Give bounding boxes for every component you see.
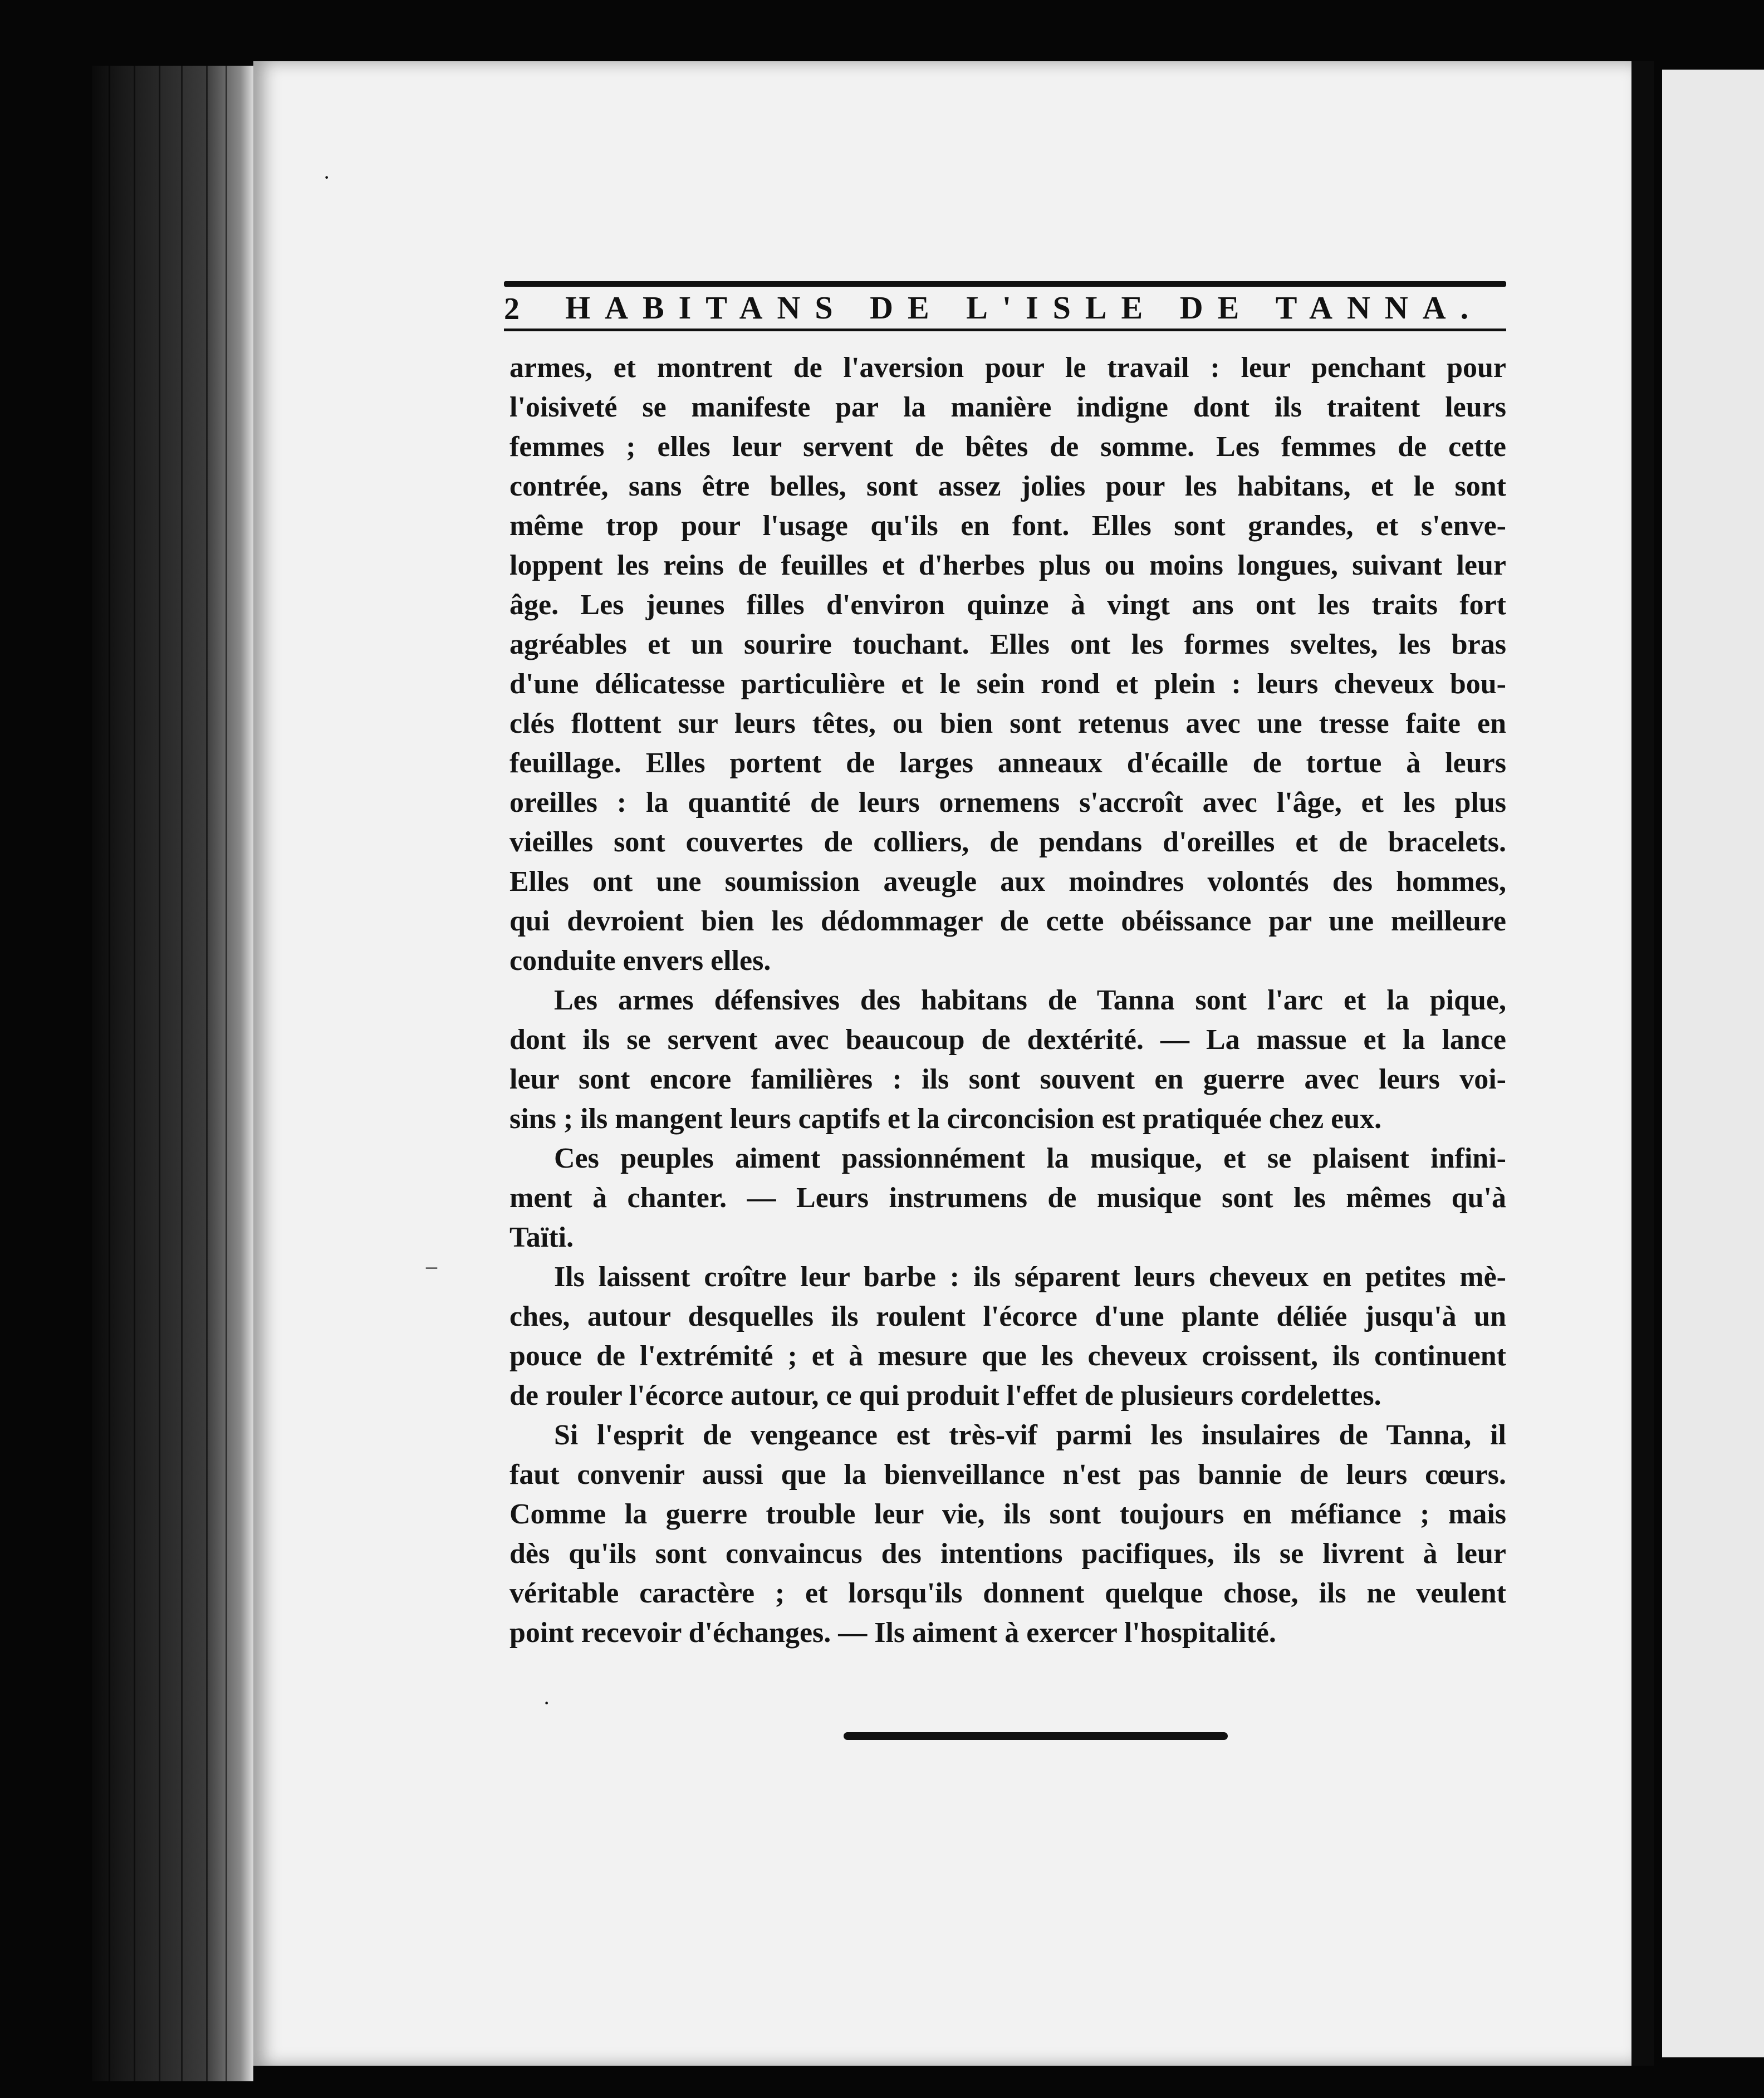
text-line: pouce de l'extrémité ; et à mesure que les cheveux croissent, ils continuent [509, 1340, 1506, 1372]
body-text [509, 348, 1506, 1653]
text-line: Comme la guerre trouble leur vie, ils sont toujours en méfiance ; mais [509, 1498, 1506, 1530]
text-line: Les armes défensives des habitans de Tanna sont l'arc et la pique, [554, 984, 1506, 1016]
text-line: vieilles sont couvertes de colliers, de pendans d'oreilles et de bracelets. [509, 826, 1506, 858]
adjacent-page-edge [1662, 70, 1764, 2057]
text-line: dont ils se servent avec beaucoup de dextérité. — La massue et la lance [509, 1024, 1506, 1056]
text-line: même trop pour l'usage qu'ils en font. Elles sont grandes, et s'enve- [509, 510, 1506, 542]
text-line: armes, et montrent de l'aversion pour le travail : leur penchant pour [509, 352, 1506, 384]
scan-speck: · [543, 1690, 551, 1715]
text-line: Elles ont une soumission aveugle aux moindres volontés des hommes, [509, 866, 1506, 898]
text-line: sins ; ils mangent leurs captifs et la circoncision est pratiquée chez eux. [509, 1103, 1382, 1135]
text-line: l'oisiveté se manifeste par la manière indigne dont ils traitent leurs [509, 391, 1506, 423]
scan-speck: · [323, 165, 331, 190]
text-line: ches, autour desquelles ils roulent l'écorce d'une plante déliée jusqu'à un [509, 1301, 1506, 1332]
text-line: conduite envers elles. [509, 945, 771, 977]
text-line: ment à chanter. — Leurs instrumens de musique sont les mêmes qu'à [509, 1182, 1506, 1214]
book-binding [92, 66, 253, 2081]
text-line: âge. Les jeunes filles d'environ quinze à vingt ans ont les traits fort [509, 589, 1506, 621]
text-line: clés flottent sur leurs têtes, ou bien sont retenus avec une tresse faite en [509, 708, 1506, 739]
text-line: oreilles : la quantité de leurs ornemens s'accroît avec l'âge, et les plus [509, 787, 1506, 818]
text-line: contrée, sans être belles, sont assez jolies pour les habitans, et le sont [509, 470, 1506, 502]
text-line: Ils laissent croître leur barbe : ils séparent leurs cheveux en petites mè- [554, 1261, 1506, 1293]
header-bottom-rule [504, 329, 1506, 331]
page-number: 2 [504, 292, 520, 326]
text-line: loppent les reins de feuilles et d'herbes plus ou moins longues, suivant leur [509, 550, 1506, 581]
margin-dash: – [426, 1253, 437, 1278]
text-line: leur sont encore familières : ils sont souvent en guerre avec leurs voi- [509, 1063, 1506, 1095]
text-line: dès qu'ils sont convaincus des intentions pacifiques, ils se livrent à leur [509, 1538, 1506, 1570]
text-line: point recevoir d'échanges. — Ils aiment à exercer l'hospitalité. [509, 1617, 1276, 1649]
text-line: feuillage. Elles portent de larges anneaux d'écaille de tortue à leurs [509, 747, 1506, 779]
end-ornament-rule [844, 1732, 1228, 1740]
text-line: Taïti. [509, 1222, 574, 1253]
text-line: d'une délicatesse particulière et le sein rond et plein : leurs cheveux bou- [509, 668, 1506, 700]
text-line: de rouler l'écorce autour, ce qui produit l'effet de plusieurs cordelettes. [509, 1380, 1381, 1411]
page-header [504, 281, 1506, 331]
header-top-rule [504, 281, 1506, 287]
text-line: Ces peuples aiment passionnément la musique, et se plaisent infini- [554, 1143, 1506, 1174]
page-gutter [1631, 61, 1654, 2066]
text-line: femmes ; elles leur servent de bêtes de somme. Les femmes de cette [509, 431, 1506, 463]
text-line: véritable caractère ; et lorsqu'ils donnent quelque chose, ils ne veulent [509, 1577, 1506, 1609]
text-line: faut convenir aussi que la bienveillance n'est pas bannie de leurs cœurs. [509, 1459, 1506, 1491]
running-title: HABITANS DE L'ISLE DE TANNA. [565, 290, 1483, 326]
text-line: Si l'esprit de vengeance est très-vif parmi les insulaires de Tanna, il [554, 1419, 1506, 1451]
text-line: agréables et un sourire touchant. Elles ont les formes sveltes, les bras [509, 629, 1506, 660]
text-line: qui devroient bien les dédommager de cette obéissance par une meilleure [509, 905, 1506, 937]
